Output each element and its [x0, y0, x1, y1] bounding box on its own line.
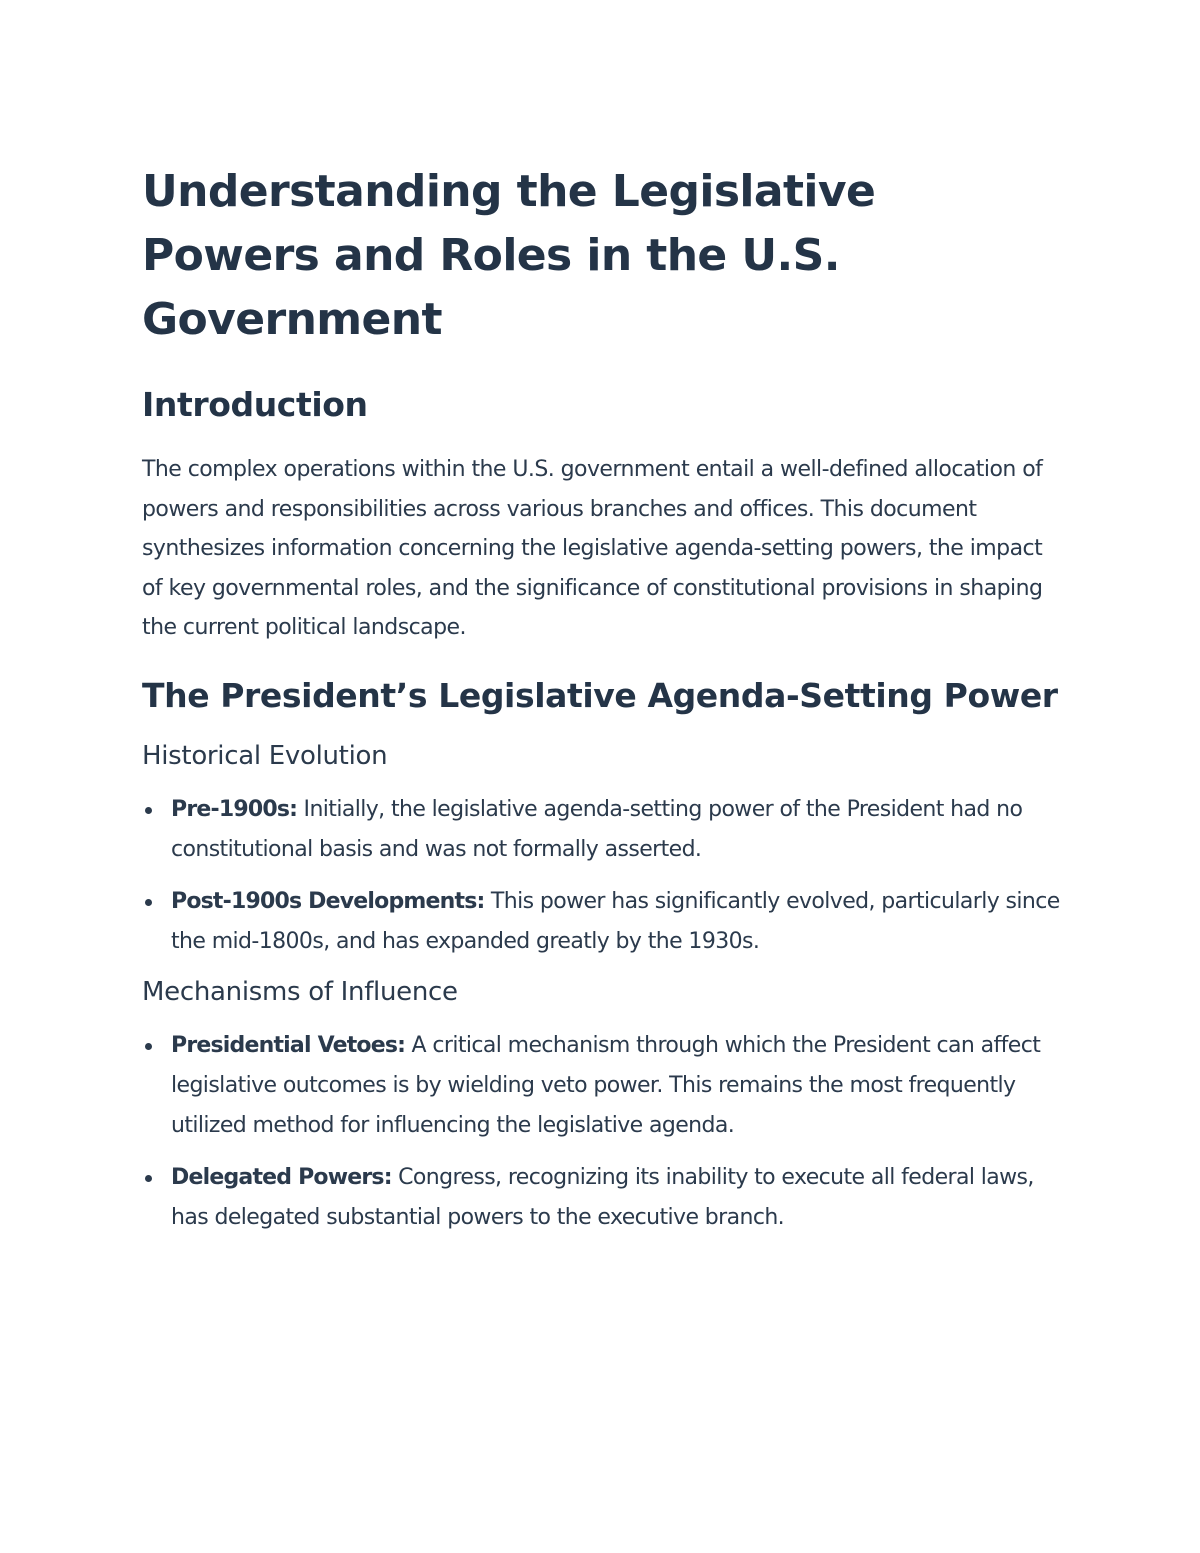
- list-item-text: Congress, recognizing its inability to execute all federal laws, has delegated substantial powers to the executive branch.: [171, 1165, 1034, 1230]
- list-item-text: This power has significantly evolved, particularly since the mid-1800s, and has expanded greatly by the 1930s.: [171, 889, 1060, 954]
- agenda-section-heading: The President’s Legislative Agenda-Setting Power: [142, 675, 1058, 715]
- bullet-icon: [145, 1175, 152, 1182]
- list-item-text: Initially, the legislative agenda-setting power of the President had no constitutional basis and was not formally asserted.: [171, 796, 1023, 862]
- mechanisms-of-influence-list: [142, 1026, 1062, 1237]
- list-item: [142, 1158, 1062, 1237]
- list-item-term: Post-1900s Developments:: [171, 889, 485, 915]
- list-item-term: Pre-1900s:: [171, 796, 298, 822]
- bullet-icon: [145, 899, 152, 906]
- introduction-heading: Introduction: [142, 385, 368, 424]
- historical-evolution-list: [142, 790, 1062, 961]
- historical-evolution-heading: Historical Evolution: [142, 740, 388, 771]
- list-item-term: Presidential Vetoes:: [171, 1033, 406, 1059]
- document-page: [142, 160, 1062, 1250]
- document-title: Understanding the Legislative Powers and Roles in the U.S. Government: [142, 166, 876, 345]
- mechanisms-of-influence-heading: Mechanisms of Influence: [142, 977, 458, 1008]
- list-item: [142, 882, 1062, 961]
- list-item: [142, 1026, 1062, 1145]
- list-item-term: Delegated Powers:: [171, 1165, 392, 1191]
- bullet-icon: [145, 807, 152, 814]
- bullet-icon: [145, 1043, 152, 1050]
- introduction-paragraph: The complex operations within the U.S. government entail a well-defined allocation of powers and responsibilities across various branches and offices. This document synthesizes information concerning the legislative agenda-setting powers, the impact of key governmental roles, and the significance of constitutional provisions in shaping the current political landscape.: [142, 457, 1043, 641]
- list-item: [142, 790, 1062, 869]
- list-item-text: A critical mechanism through which the President can affect legislative outcomes is by wielding veto power. This remains the most frequently utilized method for influencing the legislative agenda.: [171, 1033, 1041, 1138]
